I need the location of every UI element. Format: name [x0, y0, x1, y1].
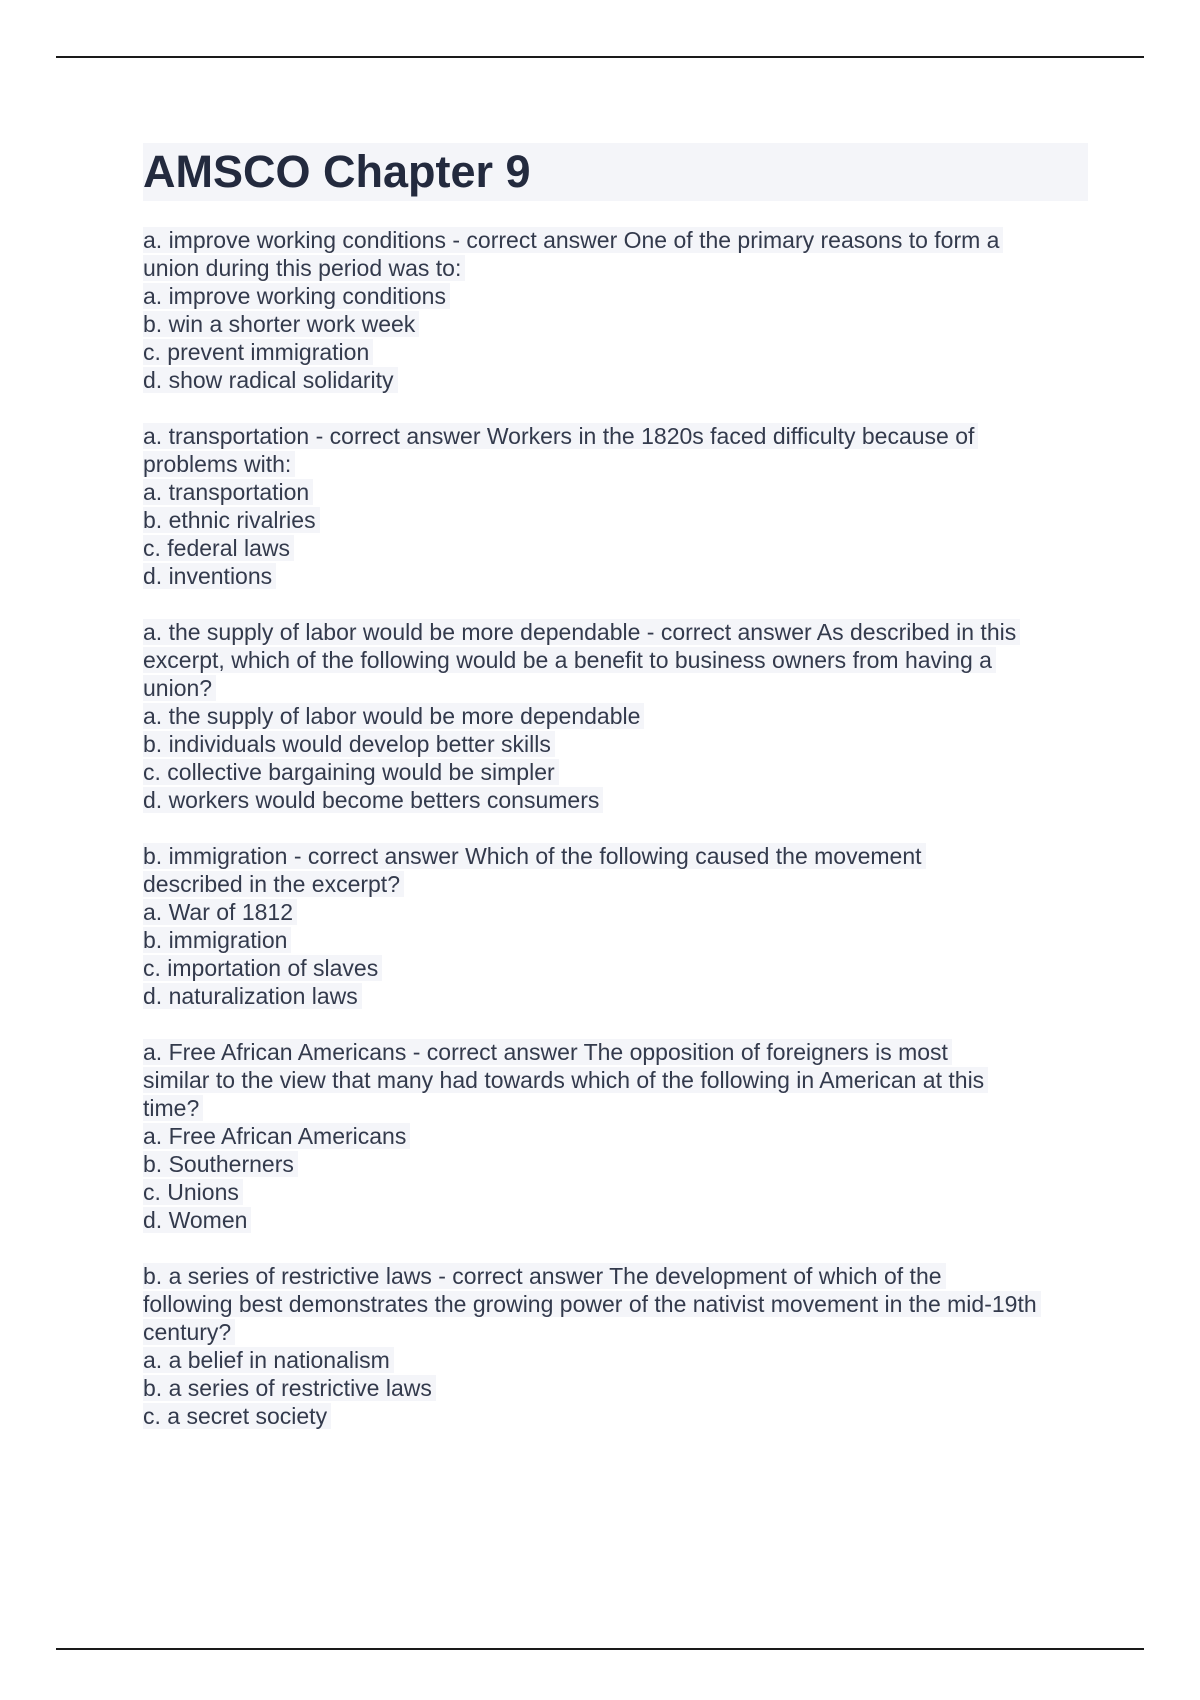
qa-block-1: [143, 226, 1088, 394]
text-line: d. naturalization laws: [143, 982, 1088, 1010]
text-line: b. a series of restrictive laws - correct answer The development of which of the: [143, 1262, 1088, 1290]
text-line: b. win a shorter work week: [143, 310, 1088, 338]
text-line: following best demonstrates the growing power of the nativist movement in the mid-19th: [143, 1290, 1088, 1318]
header-rule: [56, 56, 1144, 58]
text-line: similar to the view that many had towards which of the following in American at this: [143, 1066, 1088, 1094]
text-line: b. individuals would develop better skills: [143, 730, 1088, 758]
qa-block-2: [143, 422, 1088, 590]
text-line: a. improve working conditions - correct answer One of the primary reasons to form a: [143, 226, 1088, 254]
text-line: b. Southerners: [143, 1150, 1088, 1178]
text-line: a. improve working conditions: [143, 282, 1088, 310]
text-line: d. show radical solidarity: [143, 366, 1088, 394]
text-line: a. transportation: [143, 478, 1088, 506]
text-line: a. War of 1812: [143, 898, 1088, 926]
text-line: c. a secret society: [143, 1402, 1088, 1430]
text-line: union during this period was to:: [143, 254, 1088, 282]
text-line: b. immigration - correct answer Which of the following caused the movement: [143, 842, 1088, 870]
text-line: a. the supply of labor would be more dependable - correct answer As described in this: [143, 618, 1088, 646]
text-line: excerpt, which of the following would be a benefit to business owners from having a: [143, 646, 1088, 674]
text-line: c. Unions: [143, 1178, 1088, 1206]
text-line: d. Women: [143, 1206, 1088, 1234]
text-line: a. Free African Americans - correct answer The opposition of foreigners is most: [143, 1038, 1088, 1066]
text-line: a. Free African Americans: [143, 1122, 1088, 1150]
text-line: a. transportation - correct answer Workers in the 1820s faced difficulty because of: [143, 422, 1088, 450]
qa-block-4: [143, 842, 1088, 1010]
text-line: time?: [143, 1094, 1088, 1122]
text-line: century?: [143, 1318, 1088, 1346]
text-line: b. a series of restrictive laws: [143, 1374, 1088, 1402]
document-body: [143, 226, 1088, 1458]
text-line: b. immigration: [143, 926, 1088, 954]
text-line: c. federal laws: [143, 534, 1088, 562]
text-line: b. ethnic rivalries: [143, 506, 1088, 534]
qa-block-6: [143, 1262, 1088, 1430]
qa-block-3: [143, 618, 1088, 814]
text-line: c. importation of slaves: [143, 954, 1088, 982]
footer-rule: [56, 1648, 1144, 1650]
page-title: AMSCO Chapter 9: [143, 143, 1088, 201]
text-line: d. inventions: [143, 562, 1088, 590]
text-line: d. workers would become betters consumers: [143, 786, 1088, 814]
text-line: problems with:: [143, 450, 1088, 478]
text-line: union?: [143, 674, 1088, 702]
text-line: described in the excerpt?: [143, 870, 1088, 898]
text-line: c. collective bargaining would be simpler: [143, 758, 1088, 786]
qa-block-5: [143, 1038, 1088, 1234]
text-line: c. prevent immigration: [143, 338, 1088, 366]
text-line: a. the supply of labor would be more dependable: [143, 702, 1088, 730]
text-line: a. a belief in nationalism: [143, 1346, 1088, 1374]
